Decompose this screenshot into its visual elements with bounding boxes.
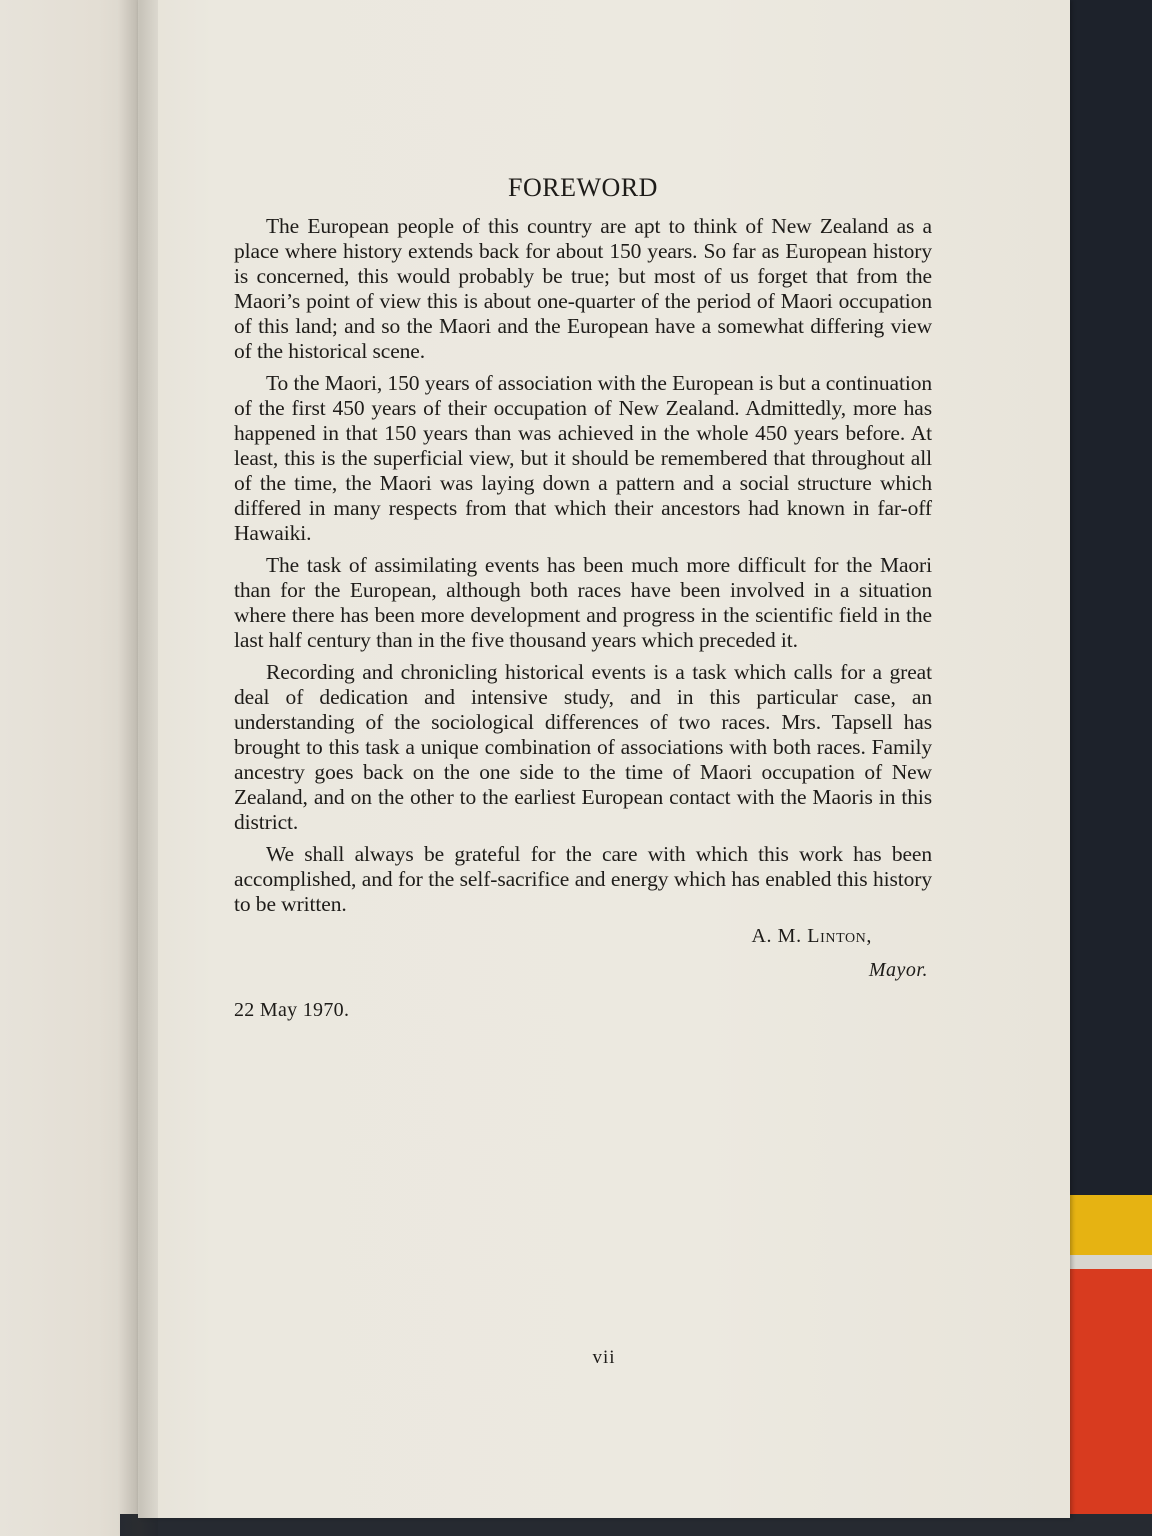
paragraph-2: To the Maori, 150 years of association with the European is but a continuation of the first 450 years of their occupation of New Zealand. Admittedly, more has happened in that 150 years than was achieved in the whole 450 years before. At least, this is the superficial view, but it should be remembered that throughout all of the time, the Maori was laying down a pattern and a social structure which differed in many respects from that which their ancestors had known in far-off Hawaiki. xyxy=(234,371,932,545)
page-number: vii xyxy=(592,1347,616,1368)
paragraph-5: We shall always be grateful for the care with which this work has been accomplished, and for the self-sacrifice and energy which has enabled this history to be written. xyxy=(234,842,932,916)
page-content xyxy=(234,175,932,1023)
paragraph-3: The task of assimilating events has been much more difficult for the Maori than for the European, although both races have been involved in a situation where there has been more development and progress in the scientific field in the last half century than in the five thousand years which preceded it. xyxy=(234,553,932,652)
cover-stripe-white xyxy=(1062,1255,1152,1269)
book-gutter-shadow xyxy=(118,0,158,1536)
paragraph-4: Recording and chronicling historical events is a task which calls for a great deal of dedication and intensive study, and in this particular case, an understanding of the sociological differences of two races. Mrs. Tapsell has brought to this task a unique combination of associations with both races. Family ancestry goes back on the one side to the time of Maori occupation of New Zealand, and on the other to the earliest European contact with the Maoris in this district. xyxy=(234,660,932,834)
cover-stripe-red xyxy=(1062,1269,1152,1519)
signature-name xyxy=(234,924,932,949)
book-page xyxy=(138,0,1070,1518)
signature-initials: A. M. xyxy=(751,925,802,947)
paragraph-1: The European people of this country are apt to think of New Zealand as a place where history extends back for about 150 years. So far as European history is concerned, this would probably be true; but most of us forget that from the Maori’s point of view this is about one-quarter of the period of Maori occupation of this land; and so the Maori and the European have a somewhat differing view of the historical scene. xyxy=(234,214,932,363)
cover-stripe-yellow xyxy=(1062,1195,1152,1255)
signature-surname: Linton, xyxy=(807,925,872,947)
page-title: FOREWORD xyxy=(508,173,658,202)
signature-title: Mayor. xyxy=(868,959,928,981)
foreword-date: 22 May 1970. xyxy=(234,999,350,1021)
